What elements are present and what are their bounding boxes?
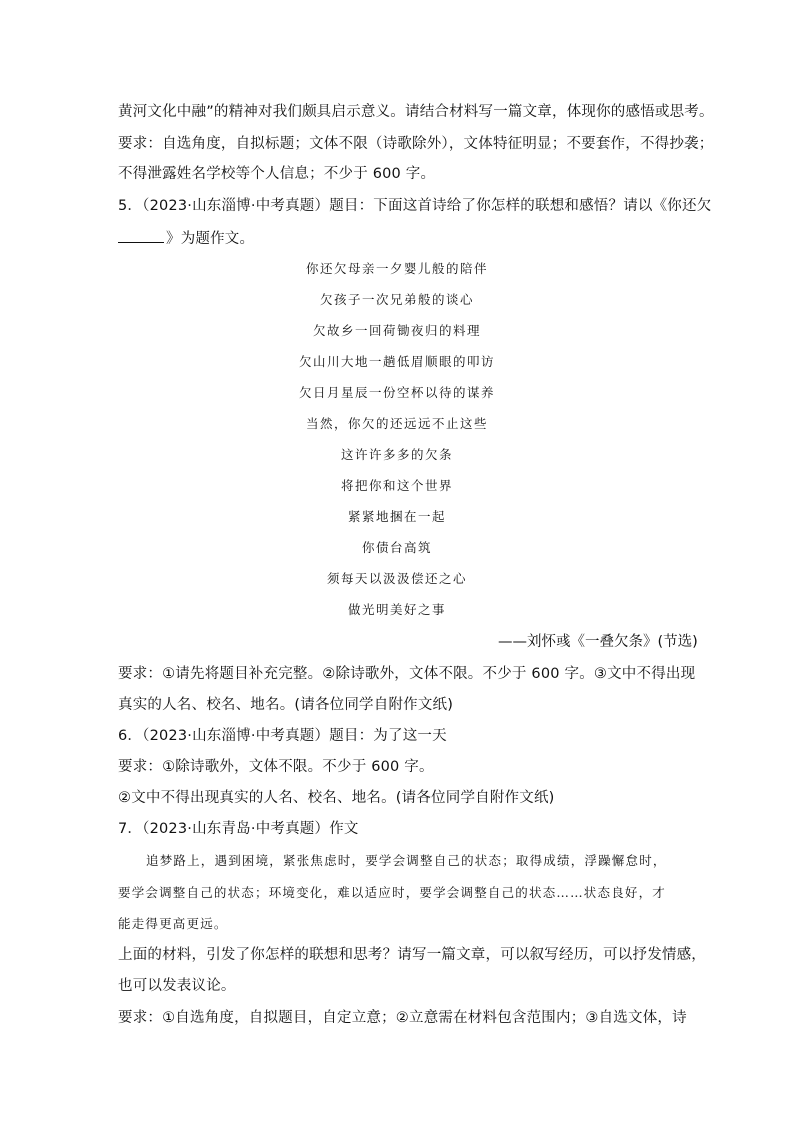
question-5-requirements-line-1: 要求：①请先将题目补充完整。②除诗歌外，文体不限。不少于 600 字。③文中不得出现 xyxy=(118,666,696,682)
question-7-heading: 7．（2023·山东青岛·中考真题）作文 xyxy=(118,821,359,837)
question-6-heading: 6．（2023·山东淄博·中考真题）题目：为了这一天 xyxy=(118,728,447,744)
poem-line: 欠日月星辰一份空杯以待的谋养 xyxy=(298,385,495,400)
poem-line: 当然，你欠的还远远不止这些 xyxy=(305,416,488,431)
intro-line-1: 黄河文化中融”的精神对我们颇具启示意义。请结合材料写一篇文章，体现你的感悟或思考。 xyxy=(118,104,714,120)
poem-line: 这许许多多的欠条 xyxy=(340,447,453,462)
question-5-title-line xyxy=(118,228,254,249)
material-line: 能走得更高更远。 xyxy=(118,916,228,931)
poem-line: 须每天以汲汲偿还之心 xyxy=(326,571,467,586)
poem-line: 欠孩子一次兄弟般的谈心 xyxy=(319,292,474,307)
title-blank xyxy=(118,228,164,243)
question-7-prompt-line-1: 上面的材料，引发了你怎样的联想和思考？请写一篇文章，可以叙写经历，可以抒发情感， xyxy=(118,947,706,963)
poem-line: 欠故乡一回荷锄夜归的料理 xyxy=(312,323,481,338)
poem-line: 欠山川大地一趟低眉顺眼的叩访 xyxy=(298,354,495,369)
material-line: 追梦路上，遇到困境，紧张焦虑时，要学会调整自己的状态；取得成绩，浮躁懈怠时， xyxy=(146,853,667,868)
poem-line: 紧紧地捆在一起 xyxy=(347,509,446,524)
poem-line: 你还欠母亲一夕婴儿般的陪伴 xyxy=(305,261,488,276)
poem-attribution: ——刘怀彧《一叠欠条》(节选) xyxy=(498,634,698,650)
poem-line: 做光明美好之事 xyxy=(347,602,446,617)
question-5-requirements-line-2: 真实的人名、校名、地名。(请各位同学自附作文纸) xyxy=(118,697,454,713)
question-6-requirements-line-2: ②文中不得出现真实的人名、校名、地名。(请各位同学自附作文纸) xyxy=(118,790,555,806)
poem-line: 将把你和这个世界 xyxy=(340,478,453,493)
question-5-heading: 5．（2023·山东淄博·中考真题）题目：下面这首诗给了你怎样的联想和感悟？请以《你还欠 xyxy=(118,198,712,214)
question-7-requirements: 要求：①自选角度，自拟题目，自定立意；②立意需在材料包含范围内；③自选文体，诗 xyxy=(118,1010,687,1026)
intro-requirements-line-2: 不得泄露姓名学校等个人信息；不少于 600 字。 xyxy=(118,166,436,182)
question-6-requirements-line-1: 要求：①除诗歌外，文体不限。不少于 600 字。 xyxy=(118,759,434,775)
question-5-title-suffix: 》为题作文。 xyxy=(166,231,255,247)
question-7-prompt-line-2: 也可以发表议论。 xyxy=(118,978,236,994)
material-line: 要学会调整自己的状态；环境变化，难以适应时，要学会调整自己的状态……状态良好，才 xyxy=(118,885,667,900)
intro-requirements-line-1: 要求：自选角度，自拟标题；文体不限（诗歌除外），文体特征明显；不要套作，不得抄袭； xyxy=(118,136,714,152)
poem-line: 你债台高筑 xyxy=(361,540,432,555)
